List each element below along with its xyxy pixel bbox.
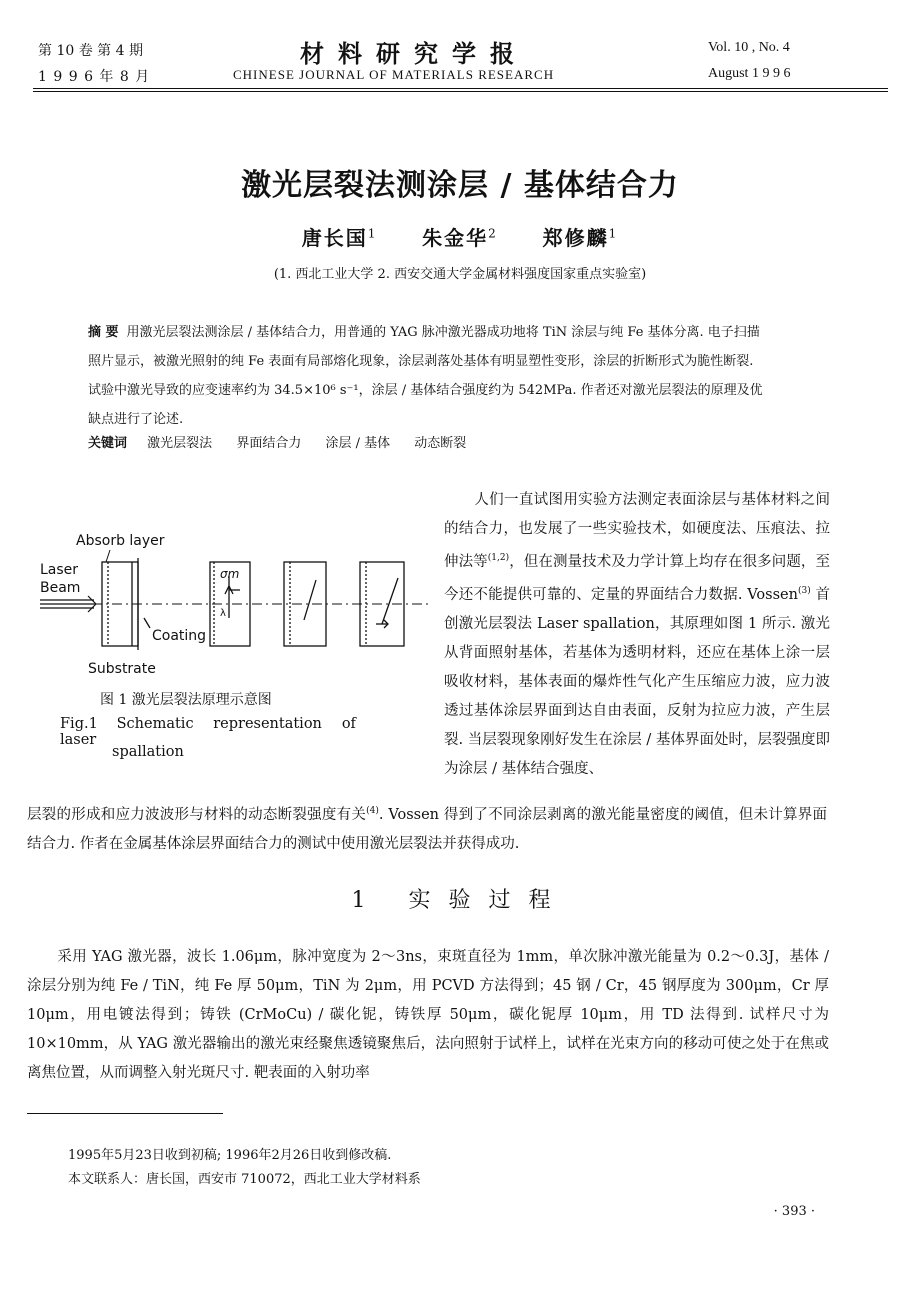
- label-beam: Beam: [40, 580, 81, 596]
- laser-beam-arrows: [40, 596, 96, 612]
- author-list: [0, 222, 920, 251]
- absorb-pointer: [106, 550, 110, 562]
- intro-text-3: 首创激光层裂法 Laser spallation，其原理如图 1 所示. 激光从背面照射基体，若基体为透明材料，还应在基体上涂一层吸收材料，基体表面的爆炸性气化产生压缩应力波，应力波透过基体涂层界面到达自由表面，反射为拉应力波，产生层裂. 当层裂现象刚好发生在涂层 / 基体界面处时，层裂强度即为涂层 / 基体结合强度、: [444, 586, 831, 777]
- keywords-label: 关键词: [88, 436, 128, 451]
- header-date-en: August 1 9 9 6: [708, 66, 791, 81]
- abstract: [88, 318, 768, 434]
- figure-caption-prefix: Fig.1: [60, 716, 98, 732]
- header-date-cn: 1 9 9 6 年 8 月: [38, 69, 151, 85]
- citation: (1,2): [487, 553, 510, 563]
- author-affil-mark: 1: [367, 226, 378, 241]
- header-rule-2: [33, 91, 888, 92]
- keyword: 动态断裂: [414, 436, 467, 451]
- intro-paragraph: [444, 486, 830, 784]
- paper-title: 激光层裂法测涂层 / 基体结合力: [241, 168, 679, 203]
- citation: (4): [366, 806, 379, 816]
- header-rule: [33, 88, 888, 89]
- keyword: 界面结合力: [236, 436, 302, 451]
- author-affil-mark: 2: [488, 226, 498, 241]
- caption-word: of: [341, 716, 356, 732]
- citation: (3): [797, 585, 811, 596]
- affiliations: (1. 西北工业大学 2. 西安交通大学金属材料强度国家重点实验室): [273, 267, 647, 282]
- label-laser: Laser: [40, 562, 79, 578]
- keyword: 激光层裂法: [147, 436, 213, 451]
- keyword: 涂层 / 基体: [325, 436, 391, 451]
- abstract-label: 摘 要: [88, 325, 119, 340]
- author-affil-mark: 1: [608, 226, 619, 241]
- caption-word: Schematic: [116, 716, 194, 732]
- section-paragraph: [27, 943, 829, 1088]
- header-vol-issue-cn: 第 10 卷 第 4 期: [38, 43, 143, 59]
- author-name: 朱金华: [422, 226, 489, 250]
- caption-word: laser: [60, 732, 97, 748]
- intro-text-1: 人们一直试图用实验方法测定表面涂层与基体材料之间的结合力，也发展了一些实验技术，如硬度法、压痕法、拉伸法等: [444, 492, 830, 570]
- page-number: · 393 ·: [773, 1204, 815, 1219]
- intro-text-2: ，但在测量技术及力学计算上均存在很多问题，至今还不能提供可靠的、定量的界面结合力数据. Vossen: [444, 553, 831, 603]
- label-coating: Coating: [152, 628, 207, 644]
- abstract-text: 用激光层裂法测涂层 / 基体结合力，用普通的 YAG 脉冲激光器成功地将 TiN 涂层与纯 Fe 基体分离. 电子扫描照片显示，被激光照射的纯 Fe 表面有局部熔化现象，涂层剥落处基体有明显塑性变形，涂层的折断形式为脆性断裂. 试验中激光导致的应变速率约为 34.5×10⁶ s⁻¹，涂层 / 基体结合强度约为 542MPa. 作者还对激光层裂法的原理及优缺点进行了论述.: [88, 325, 763, 427]
- intro-text-4: 层裂的形成和应力波波形与材料的动态断裂强度有关: [27, 806, 367, 823]
- figure-caption-cn: 图 1 激光层裂法原理示意图: [100, 692, 272, 708]
- header-vol-issue-en: Vol. 10 , No. 4: [708, 40, 790, 55]
- section-text: 采用 YAG 激光器，波长 1.06μm，脉冲宽度为 2～3ns，束斑直径为 1mm，单次脉冲激光能量为 0.2～0.3J，基体 / 涂层分别为纯 Fe / TiN，纯 Fe 厚 50μm，TiN 为 2μm，用 PCVD 方法得到；45 钢 / Cr，45 钢厚度为 300μm，Cr 厚 10μm，用电镀法得到；铸铁 (CrMoCu) / 碳化铌，铸铁厚 50μm，碳化铌厚 10μm，用 TD 法得到. 试样尺寸为 10×10mm，从 YAG 激光器输出的激光束经聚焦透镜聚焦后，法向照射于试样上，试样在光束方向的移动可使之处于在焦或离焦位置，从而调整入射光斑尺寸. 靶表面的入射功率: [27, 949, 829, 1081]
- journal-title-en: CHINESE JOURNAL OF MATERIALS RESEARCH: [233, 67, 555, 82]
- author-name: 唐长国: [301, 226, 368, 250]
- footnote-rule: [27, 1113, 223, 1114]
- label-sigma-m: σm: [220, 567, 240, 581]
- footnote-contact: 本文联系人：唐长国，西安市 710072，西北工业大学材料系: [68, 1172, 421, 1187]
- author-name: 郑修麟: [542, 226, 609, 250]
- label-substrate: Substrate: [88, 661, 156, 677]
- footnote-received: 1995年5月23日收到初稿; 1996年2月26日收到修改稿.: [68, 1148, 392, 1163]
- journal-title-cn: 材料研究学报: [300, 39, 528, 68]
- keywords: [88, 432, 486, 451]
- figure-1-diagram: [36, 528, 436, 678]
- label-absorb-layer: Absorb layer: [76, 533, 165, 549]
- intro-continuation: [27, 797, 827, 859]
- section-heading: 1 实验过程: [351, 888, 569, 913]
- caption-word: representation: [213, 716, 322, 732]
- label-lambda: λ: [220, 608, 226, 619]
- figure-caption-en-line2: spallation: [112, 744, 184, 760]
- intro-text-5: . Vossen 得到了不同涂层剥离的激光能量密度的阈值，但未计算界面结合力. 作者在金属基体涂层界面结合力的测试中使用激光层裂法并获得成功.: [27, 806, 828, 852]
